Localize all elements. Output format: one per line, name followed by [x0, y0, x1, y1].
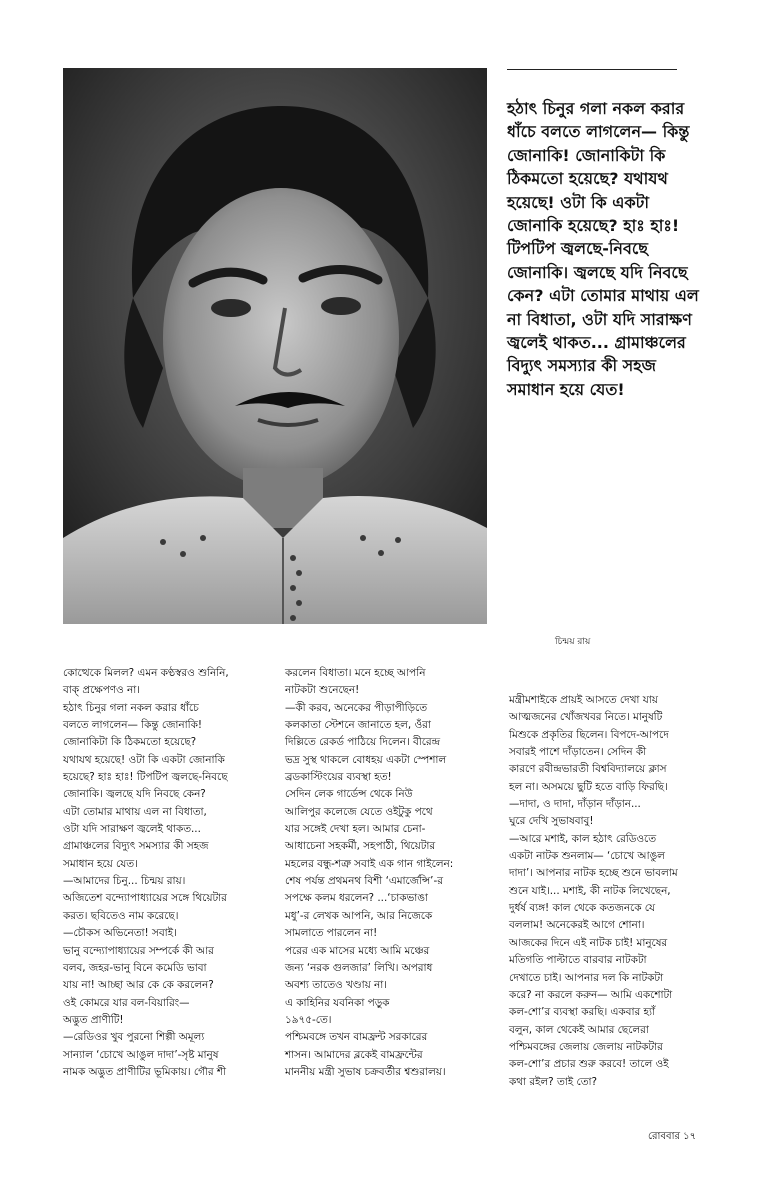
pull-quote-line: ঠিকমতো হয়েছে? যথাযথ	[507, 169, 668, 189]
text-line: যার সঙ্গেই দেখা হল। আমার চেনা-	[285, 823, 426, 836]
text-line: নামক অদ্ভুত প্রাণীটির ভূমিকায়। গৌর শী	[63, 1065, 227, 1078]
text-line: মহলের বন্ধু-শত্রু সবাই এক গান গাইলেন:	[285, 857, 454, 870]
text-line: —আমাদের চিনু... চিন্ময় রায়।	[63, 875, 186, 888]
text-line: সবারই পাশে দাঁড়াতেন। সেদিন কী	[509, 746, 647, 759]
text-line: করলেন বিধাতা। মনে হচ্ছে আপনি	[285, 667, 426, 679]
text-line: এ কাহিনির যবনিকা পড়ুক	[285, 996, 390, 1009]
divider-rule	[507, 69, 677, 70]
text-line: বলুন, কাল থেকেই আমার ছেলেরা	[509, 1023, 649, 1036]
text-line: আধাচেনা সহকর্মী, সহপাঠী, থিয়েটার	[285, 840, 436, 853]
text-line: এটা তোমার মাথায় এল না বিধাতা,	[63, 805, 207, 818]
text-line: বলব, জহর-ভানু বিনে কমেডি ভাবা	[63, 961, 207, 974]
text-line: ১৯৭৫-তে।	[285, 1013, 332, 1026]
text-line: —আরে মশাই, কাল হঠাৎ রেডিওতে	[509, 832, 657, 845]
text-line: মিশুকে প্রকৃতির ছিলেন। বিপদে-আপদে	[509, 728, 669, 741]
text-line: সামলাতে পারলেন না!	[285, 927, 378, 940]
text-line: অবশ্য তাতেও খণ্ডায় না।	[285, 979, 387, 992]
text-line: কল-শো’র প্রচার শুরু করবে! তালে ওই	[509, 1058, 669, 1071]
text-line: জন্য ‘নরক গুলজার’ লিখি। অপরাধ	[285, 961, 433, 974]
text-line: দেখাতে চাই। আপনার দল কি নাটকটা	[509, 971, 664, 984]
text-line: অজিতেশ বন্দ্যোপাধ্যায়ের সঙ্গে থিয়েটার	[63, 892, 227, 905]
pull-quote-line: জোনাকি! জোনাকিটা কি	[507, 145, 666, 165]
article-column-3	[509, 692, 723, 1091]
text-line: কলকাতা স্টেশনে জানাতে হল, ওঁরা	[285, 719, 431, 732]
text-line: অদ্ভুত প্রাণীটি!	[63, 1013, 124, 1026]
text-line: হঠাৎ চিনুর গলা নকল করার ধাঁচে	[63, 701, 199, 714]
text-line: হল না। অসময়ে ছুটি হতে বাড়ি ফিরছি।	[509, 780, 668, 793]
text-line: হয়েছে? হাঃ হাঃ! টিপটিপ জ্বলছে-নিবছে	[63, 771, 228, 784]
text-line: ওটা যদি সারাক্ষণ জ্বলেই থাকত...	[63, 823, 201, 836]
portrait-photo	[63, 68, 487, 624]
pull-quote-line: ধাঁচে বলতে লাগলেন— কিন্তু	[507, 122, 690, 142]
pull-quote-line: জোনাকি। জ্বলছে যদি নিবছে	[507, 262, 688, 282]
pull-quote-line: না বিধাতা, ওটা যদি সারাক্ষণ	[507, 309, 692, 329]
text-line: সমাধান হয়ে যেত।	[63, 857, 138, 870]
text-line: মধু’-র লেখক আপনি, আর নিজেকে	[285, 909, 433, 922]
text-line: মন্ত্রীমশাইকে প্রায়ই আসতে দেখা যায়	[509, 694, 658, 706]
text-line: সেদিন লেক গার্ডেন্স থেকে নিউ	[285, 788, 413, 801]
text-line: পরের এক মাসের মধ্যে আমি মঞ্চের	[285, 944, 430, 957]
text-line: ভানু বন্দ্যোপাধ্যায়ের সম্পর্কে কী আর	[63, 944, 214, 957]
text-line: আত্মজনের খোঁজখবর নিতে। মানুষটি	[509, 711, 663, 724]
article-column-2	[285, 665, 499, 1081]
text-line: —কী করব, অনেকের পীড়াপীড়িতে	[285, 701, 427, 714]
text-line: গ্রামাঞ্চলের বিদ্যুৎ সমস্যার কী সহজ	[63, 840, 209, 853]
text-line: করত। ছবিতেও নাম করেছে।	[63, 909, 179, 922]
pull-quote-line: জ্বলেই থাকত... গ্রামাঞ্চলের	[507, 333, 686, 353]
text-line: নাটকটা শুনেছেন!	[285, 684, 360, 697]
text-line: শেষ পর্যন্ত প্রথমনথ বিশী ‘এমার্জেন্সি’-র	[285, 875, 443, 888]
pull-quote-line: হঠাৎ চিনুর গলা নকল করার	[507, 99, 685, 118]
pull-quote-line: কেন? এটা তোমার মাথায় এল	[507, 286, 699, 306]
text-line: পশ্চিমবঙ্গের জেলায় জেলায় নাটকটার	[509, 1040, 663, 1053]
text-line: কারণে রবীন্দ্রভারতী বিশ্ববিদ্যালয়ে ক্লাস	[509, 763, 667, 776]
text-line: মতিগতি পাল্টাতে বারবার নাটকটা	[509, 954, 647, 967]
photo-caption: চিন্ময় রায়	[555, 637, 591, 647]
text-line: করে? না করলে করুন— আমি একশোটা	[509, 988, 673, 1001]
text-line: —চৌকস অভিনেতা! সবাই।	[63, 927, 177, 940]
text-line: —দাদা, ও দাদা, দাঁড়ান দাঁড়ান...	[509, 798, 641, 811]
pull-quote-line: টিপটিপ জ্বলছে-নিবছে	[507, 239, 649, 259]
text-line: একটা নাটক শুনলাম— ‘চোখে আঙুল	[509, 850, 665, 863]
pull-quote-line: বিদ্যুৎ সমস্যার কী সহজ	[507, 356, 656, 376]
text-line: জোনাকি। জ্বলছে যদি নিবছে কেন?	[63, 788, 206, 801]
text-line: কথা রইল? তাই তো?	[509, 1075, 598, 1088]
text-line: জোনাকিটা কি ঠিকমতো হয়েছে?	[63, 736, 197, 749]
text-line: কল-শো’র ব্যবস্থা করছি। একবার হ্যাঁ	[509, 1006, 655, 1019]
text-line: ব্রডকাস্টিংয়ের ব্যবস্থা হত!	[285, 771, 392, 784]
text-line: শুনে যাই।... মশাই, কী নাটক লিখেছেন,	[509, 884, 671, 897]
text-line: দাদা’। আপনার নাটক হচ্ছে শুনে ভাবলাম	[509, 867, 678, 880]
pull-quote-line: জোনাকি হয়েছে? হাঃ হাঃ!	[507, 216, 680, 236]
text-line: মাননীয় মন্ত্রী সুভাষ চক্রবর্তীর শ্বশুরালয়।	[285, 1065, 446, 1078]
text-line: সপক্ষে কলম ধরলেন? ...‘চাকভাঙা	[285, 892, 428, 905]
page-folio: রোববার ১৭	[648, 1131, 697, 1142]
text-line: বললাম! অনেকেরই আগে শোনা।	[509, 919, 645, 932]
article-column-1	[63, 665, 277, 1081]
text-line: সান্যাল ‘চোখে আঙুল দাদা’-সৃষ্ট মানুষ	[63, 1048, 219, 1061]
text-line: —রেডিওর খুব পুরনো শিল্পী অমূল্য	[63, 1031, 205, 1044]
text-line: আজকের দিনে এই নাটক চাই! মানুষের	[509, 936, 668, 949]
pull-quote-line: হয়েছে! ওটা কি একটা	[507, 192, 650, 212]
pull-quote-line: সমাধান হয়ে যেত!	[507, 379, 625, 399]
text-line: যথাযথ হয়েছে! ওটা কি একটা জোনাকি	[63, 753, 225, 766]
text-line: আলিপুর কলেজে যেতে ওইটুকু পথে	[285, 805, 433, 818]
text-line: বলতে লাগলেন— কিন্তু জোনাকি!	[63, 719, 203, 732]
pull-quote	[507, 97, 717, 401]
text-line: বাক্ প্রক্ষেপণও না।	[63, 684, 140, 697]
text-line: পশ্চিমবঙ্গে তখন বামফ্রন্ট সরকারের	[285, 1031, 428, 1044]
text-line: শাসন। আমাদের ব্লকেই বামফ্রন্টের	[285, 1048, 423, 1061]
text-line: দুর্ধর্ষ ব্যঙ্গ! কাল থেকে কতজনকে যে	[509, 902, 656, 915]
text-line: দিল্লিতে রেকর্ড পাঠিয়ে দিলেন। বীরেন্দ্র	[285, 736, 441, 749]
text-line: ওই কোমরে যার বল-বিয়ারিং—	[63, 996, 190, 1009]
text-line: যায় না! আচ্ছা আর কে কে করলেন?	[63, 979, 214, 992]
text-line: কোত্থেকে মিলল? এমন কণ্ঠস্বরও শুনিনি,	[63, 667, 229, 679]
text-line: ঘুরে দেখি সুভাষবাবু!	[509, 815, 594, 828]
portrait-illustration	[63, 68, 487, 624]
text-line: ভদ্র সুস্থ থাকলে বোধহয় একটা স্পেশাল	[285, 753, 447, 766]
